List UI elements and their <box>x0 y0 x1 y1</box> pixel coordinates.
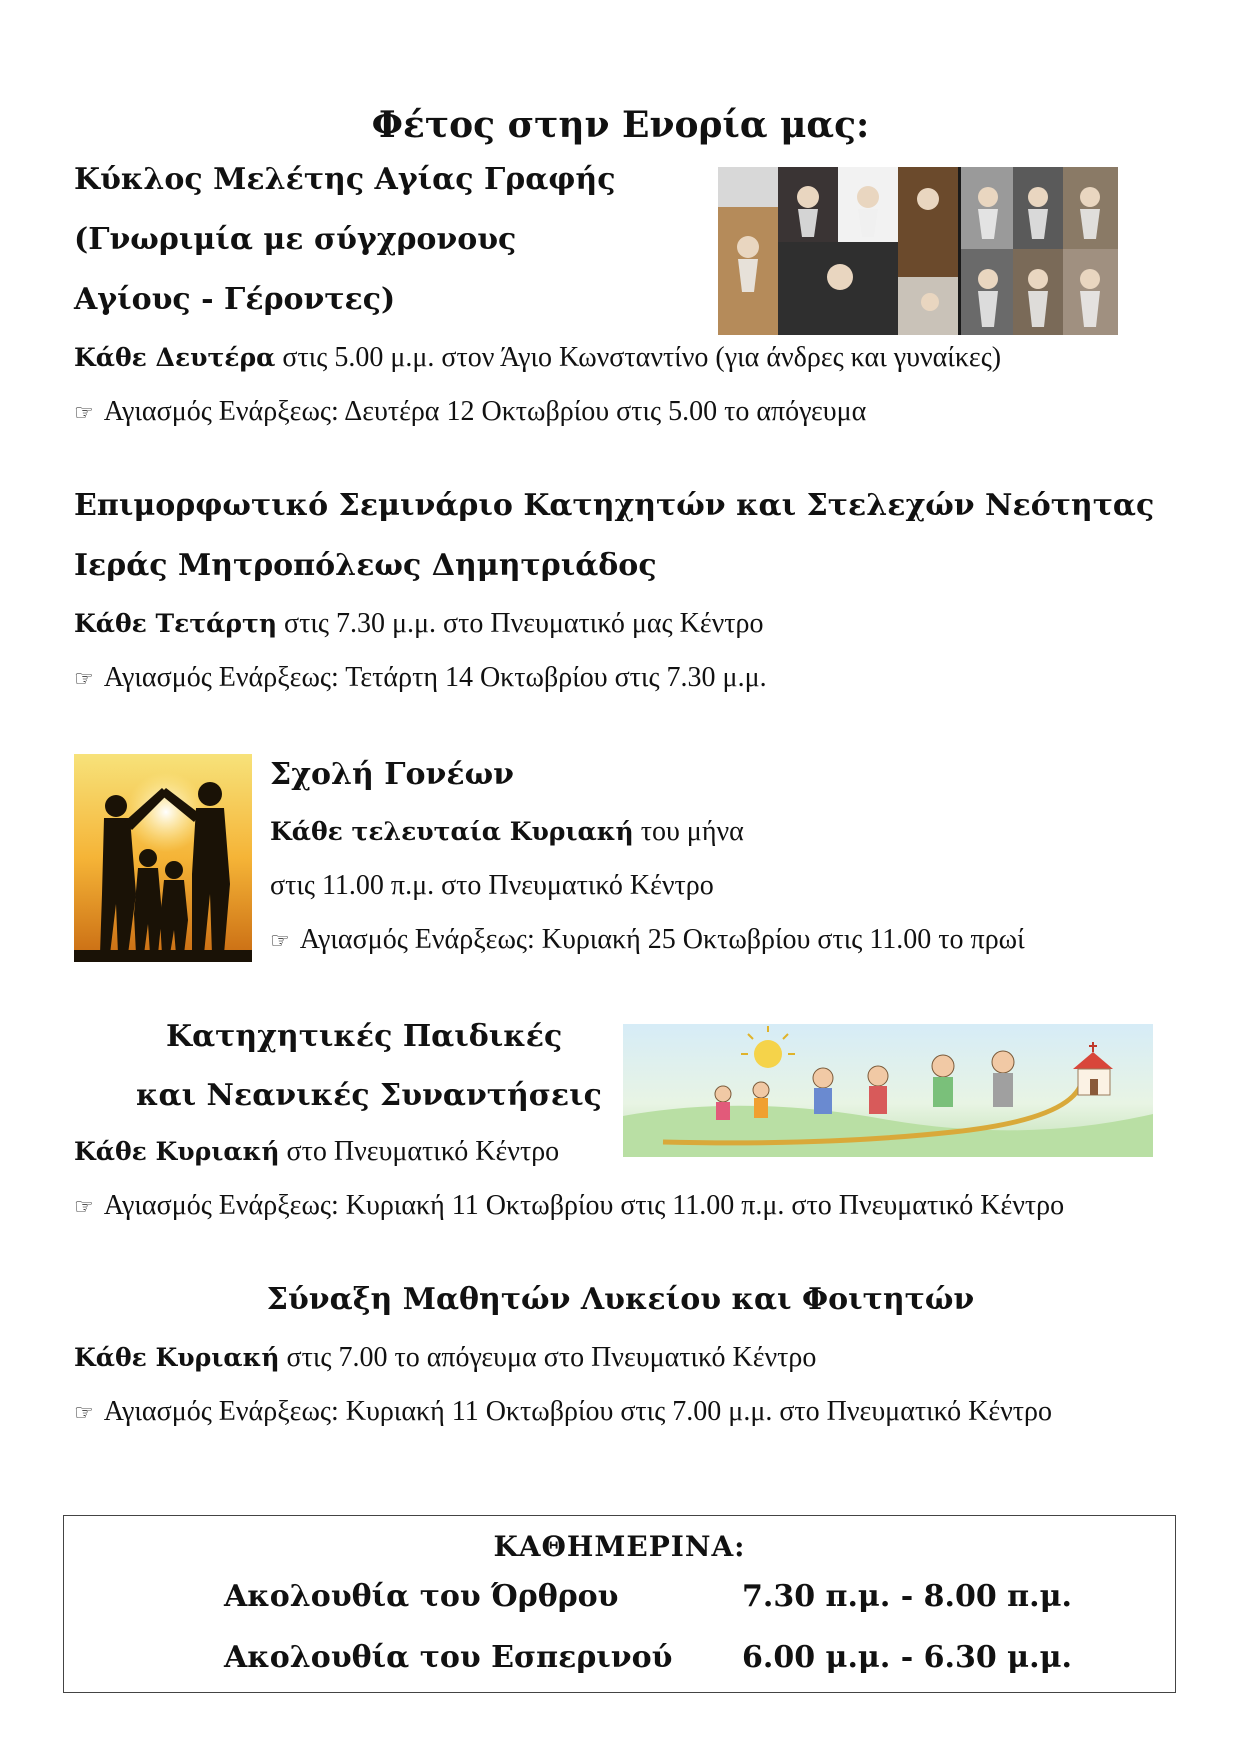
vespers-service-name: Ακολουθία του Εσπερινού <box>224 1640 673 1675</box>
vespers-service-time: 6.00 μ.μ. - 6.30 μ.μ. <box>742 1640 1072 1675</box>
parents-school-time: στις 11.00 π.μ. στο Πνευματικό Κέντρο <box>270 870 714 901</box>
pointing-hand-icon: ☞ <box>74 1400 94 1425</box>
bible-study-blessing-text: Αγιασμός Ενάρξεως: Δευτέρα 12 Οκτωβρίου στις 5.00 το απόγευμα <box>103 396 867 427</box>
seminar-schedule <box>74 608 763 640</box>
seminar-day: Κάθε Τετάρτη <box>74 609 278 638</box>
daily-services-box <box>63 1515 1176 1693</box>
catechism-details: στο Πνευματικό Κέντρο <box>279 1136 560 1167</box>
catechism-heading: Κατηχητικές Παιδικές <box>166 1019 563 1054</box>
parents-school-blessing-text: Αγιασμός Ενάρξεως: Κυριακή 25 Οκτωβρίου στις 11.00 το πρωί <box>299 924 1025 955</box>
bible-study-subheading-2: Αγίους - Γέροντες) <box>74 282 396 317</box>
orthros-service-name: Ακολουθία του Όρθρου <box>224 1579 619 1614</box>
parents-school-schedule <box>270 816 744 848</box>
catechism-day: Κάθε Κυριακή <box>74 1137 280 1166</box>
students-day: Κάθε Κυριακή <box>74 1343 280 1372</box>
bible-study-heading: Κύκλος Μελέτης Αγίας Γραφής <box>74 162 616 197</box>
seminar-subheading: Ιεράς Μητροπόλεως Δημητριάδος <box>74 548 657 583</box>
parents-school-blessing <box>270 924 1025 956</box>
parents-school-day: Κάθε τελευταία Κυριακή <box>270 817 634 846</box>
students-details: στις 7.00 το απόγευμα στο Πνευματικό Κέντρο <box>279 1342 817 1373</box>
parents-school-details: του μήνα <box>633 816 744 847</box>
catechism-blessing-text: Αγιασμός Ενάρξεως: Κυριακή 11 Οκτωβρίου στις 11.00 π.μ. στο Πνευματικό Κέντρο <box>103 1190 1065 1221</box>
bible-study-schedule <box>74 342 1001 374</box>
students-blessing <box>74 1396 1052 1428</box>
seminar-details: στις 7.30 μ.μ. στο Πνευματικό μας Κέντρο <box>277 608 764 639</box>
students-blessing-text: Αγιασμός Ενάρξεως: Κυριακή 11 Οκτωβρίου στις 7.00 μ.μ. στο Πνευματικό Κέντρο <box>103 1396 1053 1427</box>
elders-photo-collage <box>718 167 1118 335</box>
bible-study-blessing <box>74 396 866 428</box>
pointing-hand-icon: ☞ <box>74 400 94 425</box>
bible-study-day: Κάθε Δευτέρα <box>74 343 276 372</box>
catechism-subheading: και Νεανικές Συναντήσεις <box>136 1078 602 1113</box>
family-silhouette-image <box>74 754 252 962</box>
parents-school-heading: Σχολή Γονέων <box>270 757 514 792</box>
orthros-service-time: 7.30 π.μ. - 8.00 π.μ. <box>742 1579 1072 1614</box>
daily-services-title: ΚΑΘΗΜΕΡΙΝΑ: <box>493 1530 746 1563</box>
catechism-blessing <box>74 1190 1064 1222</box>
pointing-hand-icon: ☞ <box>270 928 290 953</box>
pointing-hand-icon: ☞ <box>74 666 94 691</box>
seminar-heading: Επιμορφωτικό Σεμινάριο Κατηχητών και Στελεχών Νεότητας <box>74 488 1155 523</box>
bible-study-details: στις 5.00 μ.μ. στον Άγιο Κωνσταντίνο (για άνδρες και γυναίκες) <box>275 342 1002 373</box>
students-schedule <box>74 1342 816 1374</box>
page-title: Φέτος στην Ενορία μας: <box>371 104 870 146</box>
children-walking-illustration <box>623 1024 1153 1157</box>
students-heading: Σύναξη Μαθητών Λυκείου και Φοιτητών <box>266 1282 975 1317</box>
seminar-blessing <box>74 662 767 694</box>
bible-study-subheading: (Γνωριμία με σύγχρονους <box>74 222 517 257</box>
seminar-blessing-text: Αγιασμός Ενάρξεως: Τετάρτη 14 Οκτωβρίου στις 7.30 μ.μ. <box>103 662 767 693</box>
catechism-schedule <box>74 1136 559 1168</box>
pointing-hand-icon: ☞ <box>74 1194 94 1219</box>
